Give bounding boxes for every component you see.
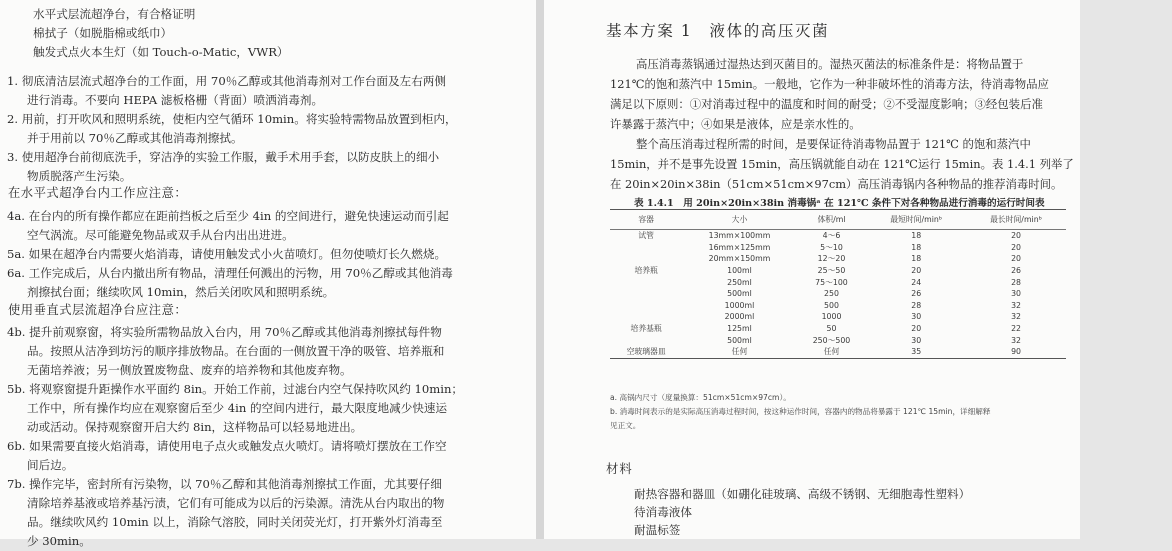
table-row bbox=[610, 230, 1066, 242]
step-3: 3. 使用超净台前彻底洗手，穿洁净的实验工作服，戴手术用手套，以防皮肤上的细小 bbox=[7, 150, 440, 164]
step-4b-cont: 品。按照从洁净到坊污的顺序排放物品。在台面的一侧放置干净的吸管、培养瓶和 bbox=[27, 344, 445, 358]
paragraph-line: 15min，并不是事先设置 15min，高压锅就能自动在 121℃运行 15min。表 1.4.1 列举了 bbox=[610, 157, 1074, 171]
table-cell: 24 bbox=[911, 277, 922, 287]
step-6a: 6a. 工作完成后，从台内撤出所有物品，清理任何溅出的污物，用 70％乙醇或其他消毒 bbox=[7, 266, 453, 280]
table-cell: 32 bbox=[1011, 300, 1022, 310]
table-row bbox=[610, 346, 1066, 358]
table-cell bbox=[610, 288, 682, 300]
table-cell: 26 bbox=[911, 289, 922, 299]
table-cell: 90 bbox=[966, 346, 1066, 358]
step-6b-cont: 间后边。 bbox=[27, 458, 74, 472]
step-5a: 5a. 如果在超净台内需要火焰消毒，请使用触发式小火苗喷灯。但勿使喷灯长久燃烧。 bbox=[7, 247, 447, 261]
step-6b: 6b. 如果需要直接火焰消毒，请使用电子点火或触发点火喷灯。请将喷灯摆放在工作空 bbox=[7, 439, 447, 453]
sterilization-table bbox=[610, 209, 1066, 359]
table-cell: 500 bbox=[824, 300, 839, 310]
step-4b-cont: 无菌培养液；另一侧放置废物盘、废弃的培养物和其他废弃物。 bbox=[27, 363, 352, 377]
table-caption: 表 1.4.1 用 20in×20in×38in 消毒锅ᵃ 在 121℃ 条件下对各种物品进行消毒的运行时间表 bbox=[634, 198, 1045, 209]
table-cell: 任何 bbox=[797, 346, 867, 358]
table-cell: 1000ml bbox=[724, 300, 755, 310]
table-cell: 500ml bbox=[727, 335, 752, 345]
table-row bbox=[610, 288, 1066, 300]
step-6a-cont: 剂擦拭台面；继续吹风 10min，然后关闭吹风和照明系统。 bbox=[27, 285, 335, 299]
table-body bbox=[610, 230, 1066, 359]
paragraph-line: 整个高压消毒过程所需的时间，是要保证待消毒物品置于 121℃ 的饱和蒸汽中 bbox=[636, 137, 1031, 151]
table-row bbox=[610, 323, 1066, 335]
step-4a-cont: 空气涡流。尽可能避免物品或双手从台内出出进进。 bbox=[27, 228, 294, 242]
subheading-vertical: 使用垂直式层流超净台应注意： bbox=[8, 303, 188, 317]
table-cell: 32 bbox=[1011, 312, 1022, 322]
step-5b: 5b. 将观察窗提升距操作水平面约 8in。开始工作前，过滤台内空气保持吹风约 10min； bbox=[7, 382, 464, 396]
step-5b-cont: 工作中，所有操作均应在观察窗后至少 4in 的空间内进行，最大限度地减少快速运 bbox=[27, 401, 448, 415]
table-cell: 任何 bbox=[682, 346, 796, 358]
subheading-horizontal: 在水平式超净台内工作应注意： bbox=[8, 186, 188, 200]
paragraph-line: 满足以下原则：①对消毒过程中的温度和时间的耐受；②不受湿度影响；③经包装后准 bbox=[610, 97, 1043, 111]
table-header-cell: 最短时间/minᵇ bbox=[866, 210, 966, 230]
table-cell: 试管 bbox=[638, 231, 654, 241]
left-page bbox=[0, 0, 536, 548]
table-cell: 30 bbox=[911, 335, 922, 345]
step-7b-cont: 清除培养基液或培养基污渍，它们有可能成为以后的污染源。清洗从台内取出的物 bbox=[27, 496, 445, 510]
table-row bbox=[610, 242, 1066, 254]
materials-heading: 材料 bbox=[606, 461, 633, 476]
table-cell: 50 bbox=[826, 324, 837, 334]
table-cell: 12～20 bbox=[817, 254, 846, 264]
table-cell: 16mm×125mm bbox=[708, 242, 771, 252]
table-cell: 20mm×150mm bbox=[708, 254, 771, 264]
table-cell: 32 bbox=[1011, 335, 1022, 345]
table-cell bbox=[610, 276, 682, 288]
material-item: 待消毒液体 bbox=[634, 505, 692, 519]
table-row bbox=[610, 300, 1066, 312]
table-cell: 2000ml bbox=[724, 312, 755, 322]
table-cell: 26 bbox=[1011, 266, 1022, 276]
table-cell: 18 bbox=[911, 231, 922, 241]
step-7b: 7b. 操作完毕，密封所有污染物，以 70％乙醇和其他消毒剂擦拭工作面，尤其要仔细 bbox=[7, 477, 442, 491]
table-cell: 22 bbox=[1011, 324, 1022, 334]
table-cell: 25～50 bbox=[817, 266, 846, 276]
table-row bbox=[610, 276, 1066, 288]
material-line: 水平式层流超净台，有合格证明 bbox=[33, 7, 196, 21]
step-4a: 4a. 在台内的所有操作都应在距前挡板之后至少 4in 的空间进行，避免快速运动而引起 bbox=[7, 209, 449, 223]
material-item: 耐温标签 bbox=[634, 523, 681, 537]
table-cell: 28 bbox=[1011, 277, 1022, 287]
material-line: 触发式点火本生灯（如 Touch-o-Matic，VWR） bbox=[33, 45, 289, 59]
step-3-cont: 物质脱落产生污染。 bbox=[27, 169, 132, 183]
table-cell: 30 bbox=[911, 312, 922, 322]
table-cell bbox=[610, 311, 682, 323]
step-4b: 4b. 提升前观察窗，将实验所需物品放入台内，用 70％乙醇或其他消毒剂擦拭每件物 bbox=[7, 325, 442, 339]
table-cell: 1000 bbox=[821, 312, 842, 322]
table-row bbox=[610, 334, 1066, 346]
material-line: 棉拭子（如脱脂棉或纸巾） bbox=[33, 26, 173, 40]
table-cell: 28 bbox=[911, 300, 922, 310]
table-cell: 125ml bbox=[727, 324, 752, 334]
table-cell: 培养瓶 bbox=[634, 266, 658, 276]
table-cell: 20 bbox=[1011, 231, 1022, 241]
table-cell: 培养基瓶 bbox=[630, 324, 662, 334]
table-note: a. 高锅内尺寸（度量换算：51cm×51cm×97cm）。 bbox=[610, 393, 791, 402]
table-cell: 18 bbox=[911, 242, 922, 252]
step-7b-cont: 品。继续吹风约 10min 以上，消除气溶胶，同时关闭荧光灯，打开紫外灯消毒至 bbox=[27, 515, 443, 529]
table-header-cell: 最长时间/minᵇ bbox=[966, 210, 1066, 230]
table-cell: 20 bbox=[911, 324, 922, 334]
table-cell bbox=[610, 253, 682, 265]
table-cell: 20 bbox=[911, 266, 922, 276]
table-cell: 250ml bbox=[727, 277, 752, 287]
table-header-row bbox=[610, 210, 1066, 230]
table-cell: 75～100 bbox=[815, 277, 848, 287]
paragraph-line: 121℃的饱和蒸汽中 15min。一般地，它作为一种非破坏性的消毒方法，待消毒物品应 bbox=[610, 77, 1049, 91]
paragraph-line: 高压消毒蒸锅通过湿热达到灭菌目的。湿热灭菌法的标准条件是：将物品置于 bbox=[636, 57, 1024, 71]
table-cell: 100ml bbox=[727, 266, 752, 276]
table-cell: 20 bbox=[1011, 242, 1022, 252]
material-item: 耐热容器和器皿（如硼化硅玻璃、高级不锈钢、无细胞毒性塑料） bbox=[634, 487, 971, 501]
table-cell: 250～500 bbox=[812, 335, 851, 345]
table-cell: 空玻璃器皿 bbox=[610, 346, 682, 358]
paragraph-line: 许暴露于蒸汽中；④如果是液体，应是亲水性的。 bbox=[610, 117, 861, 131]
step-1: 1. 彻底清洁层流式超净台的工作面，用 70％乙醇或其他消毒剂对工作台面及左右两侧 bbox=[7, 74, 446, 88]
table-cell: 30 bbox=[1011, 289, 1022, 299]
table-cell: 250 bbox=[824, 289, 839, 299]
step-5b-cont: 动或活动。保持观察窗开启大约 8in，这样物品可以轻易地进出。 bbox=[27, 420, 363, 434]
page-gutter bbox=[536, 0, 544, 539]
paragraph-line: 在 20in×20in×38in（51cm×51cm×97cm）高压消毒锅内各种物品的推荐消毒时间。 bbox=[610, 177, 1063, 191]
table-cell: 18 bbox=[911, 254, 922, 264]
table-cell: 500ml bbox=[727, 289, 752, 299]
table-header-cell: 大小 bbox=[682, 210, 796, 230]
table-cell bbox=[610, 334, 682, 346]
step-7b-cont: 少 30min。 bbox=[27, 534, 91, 548]
table-cell: 20 bbox=[1011, 254, 1022, 264]
table-cell: 35 bbox=[866, 346, 966, 358]
table-cell: 4～6 bbox=[822, 231, 841, 241]
step-1-cont: 进行消毒。不要向 HEPA 滤板格栅（背面）喷洒消毒剂。 bbox=[27, 93, 324, 107]
step-2-cont: 并于用前以 70％乙醇或其他消毒剂擦拭。 bbox=[27, 131, 243, 145]
table-header-cell: 体积/ml bbox=[797, 210, 867, 230]
table-row bbox=[610, 311, 1066, 323]
table-note: 见正文。 bbox=[610, 421, 641, 430]
table-cell: 5～10 bbox=[820, 242, 843, 252]
table-cell bbox=[610, 300, 682, 312]
table-row bbox=[610, 253, 1066, 265]
section-title: 基本方案 1 液体的高压灭菌 bbox=[606, 22, 830, 40]
table-cell: 13mm×100mm bbox=[708, 231, 771, 241]
table-header-cell: 容器 bbox=[610, 210, 682, 230]
right-page bbox=[544, 0, 1080, 539]
table-row bbox=[610, 265, 1066, 277]
table-cell bbox=[610, 242, 682, 254]
table-note: b. 消毒时间表示的是实际高压消毒过程时间，按这种运作时间，容器内的物品将暴露于 121℃ 15min，详细解释 bbox=[610, 407, 991, 416]
step-2: 2. 用前，打开吹风和照明系统，使柜内空气循环 10min。将实验特需物品放置到柜内， bbox=[7, 112, 457, 126]
